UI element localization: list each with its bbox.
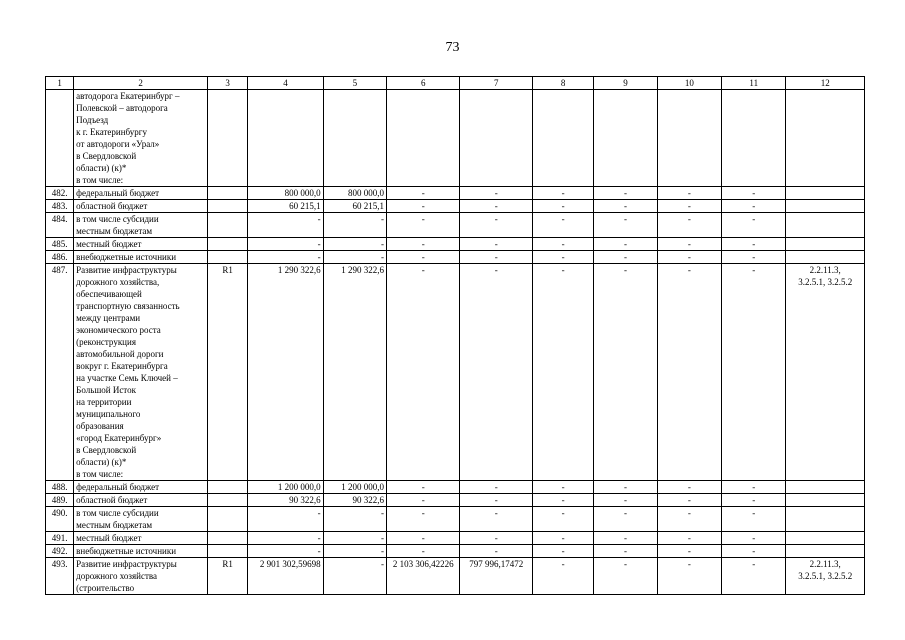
amount-col-7: -: [460, 507, 532, 532]
row-number: 493.: [46, 558, 74, 595]
row-code: [207, 481, 247, 494]
target-reference: [786, 238, 865, 251]
total-amount: 1 200 000,0: [248, 481, 323, 494]
row-code: R1: [207, 264, 247, 481]
amount-col-5: 1 290 322,6: [323, 264, 386, 481]
amount-col-11: -: [722, 532, 786, 545]
column-header: 3: [207, 77, 247, 90]
amount-col-6: -: [387, 187, 460, 200]
target-reference: [786, 200, 865, 213]
amount-col-7: -: [460, 264, 532, 481]
amount-col-9: -: [594, 545, 657, 558]
column-header: 12: [786, 77, 865, 90]
row-number: 490.: [46, 507, 74, 532]
table-row: [46, 494, 865, 507]
row-description: областной бюджет: [74, 494, 208, 507]
amount-col-11: -: [722, 200, 786, 213]
total-amount: -: [248, 532, 323, 545]
row-description: федеральный бюджет: [74, 187, 208, 200]
amount-col-7: -: [460, 238, 532, 251]
row-description: областной бюджет: [74, 200, 208, 213]
total-amount: -: [248, 251, 323, 264]
amount-col-7: -: [460, 532, 532, 545]
row-number: 491.: [46, 532, 74, 545]
amount-col-5: -: [323, 238, 386, 251]
amount-col-7: -: [460, 494, 532, 507]
amount-col-6: 2 103 306,42226: [387, 558, 460, 595]
amount-col-6: -: [387, 532, 460, 545]
amount-col-8: -: [532, 558, 593, 595]
amount-col-7: -: [460, 251, 532, 264]
amount-col-8: -: [532, 213, 593, 238]
amount-col-10: -: [657, 238, 721, 251]
row-description: в том числе субсидии местным бюджетам: [74, 507, 208, 532]
table-row: [46, 238, 865, 251]
row-description: внебюджетные источники: [74, 251, 208, 264]
amount-col-9: -: [594, 558, 657, 595]
amount-col-10: -: [657, 264, 721, 481]
total-amount: 800 000,0: [248, 187, 323, 200]
row-number: 484.: [46, 213, 74, 238]
amount-col-11: -: [722, 545, 786, 558]
table-header-row: [46, 77, 865, 90]
amount-col-6: -: [387, 200, 460, 213]
target-reference: [786, 90, 865, 187]
total-amount: 1 290 322,6: [248, 264, 323, 481]
amount-col-8: -: [532, 494, 593, 507]
row-description: местный бюджет: [74, 238, 208, 251]
amount-col-10: -: [657, 532, 721, 545]
amount-col-8: -: [532, 238, 593, 251]
target-reference: [786, 507, 865, 532]
column-header: 1: [46, 77, 74, 90]
row-code: [207, 238, 247, 251]
amount-col-5: -: [323, 213, 386, 238]
amount-col-6: [387, 90, 460, 187]
target-reference: [786, 545, 865, 558]
amount-col-5: [323, 90, 386, 187]
row-code: [207, 507, 247, 532]
column-header: 10: [657, 77, 721, 90]
row-description: Развитие инфраструктуры дорожного хозяйства (строительство: [74, 558, 208, 595]
amount-col-9: -: [594, 494, 657, 507]
amount-col-7: -: [460, 200, 532, 213]
table-row: [46, 264, 865, 481]
column-header: 8: [532, 77, 593, 90]
table-row: [46, 558, 865, 595]
amount-col-10: -: [657, 494, 721, 507]
total-amount: 90 322,6: [248, 494, 323, 507]
amount-col-6: -: [387, 264, 460, 481]
amount-col-9: -: [594, 187, 657, 200]
target-reference: [786, 494, 865, 507]
table-row: [46, 507, 865, 532]
row-number: 492.: [46, 545, 74, 558]
amount-col-10: -: [657, 507, 721, 532]
total-amount: -: [248, 545, 323, 558]
amount-col-10: -: [657, 251, 721, 264]
target-reference: [786, 481, 865, 494]
budget-table: [45, 76, 865, 595]
amount-col-8: -: [532, 507, 593, 532]
amount-col-6: -: [387, 494, 460, 507]
amount-col-5: -: [323, 532, 386, 545]
table-body: [46, 90, 865, 595]
amount-col-9: -: [594, 264, 657, 481]
target-reference: 2.2.11.3, 3.2.5.1, 3.2.5.2: [786, 558, 865, 595]
page-number: 73: [445, 40, 460, 55]
amount-col-8: -: [532, 200, 593, 213]
table-row: [46, 187, 865, 200]
target-reference: [786, 187, 865, 200]
row-number: 488.: [46, 481, 74, 494]
amount-col-11: -: [722, 558, 786, 595]
row-code: [207, 251, 247, 264]
column-header: 11: [722, 77, 786, 90]
row-number: 482.: [46, 187, 74, 200]
amount-col-10: -: [657, 200, 721, 213]
amount-col-9: -: [594, 507, 657, 532]
row-code: [207, 494, 247, 507]
row-description: местный бюджет: [74, 532, 208, 545]
column-header: 4: [248, 77, 323, 90]
table-row: [46, 90, 865, 187]
amount-col-6: -: [387, 251, 460, 264]
total-amount: 60 215,1: [248, 200, 323, 213]
amount-col-9: [594, 90, 657, 187]
amount-col-11: [722, 90, 786, 187]
table-row: [46, 532, 865, 545]
target-reference: [786, 251, 865, 264]
row-number: 483.: [46, 200, 74, 213]
amount-col-8: -: [532, 187, 593, 200]
amount-col-5: 800 000,0: [323, 187, 386, 200]
row-number: 485.: [46, 238, 74, 251]
amount-col-5: 1 200 000,0: [323, 481, 386, 494]
amount-col-9: -: [594, 532, 657, 545]
amount-col-11: -: [722, 238, 786, 251]
row-code: [207, 200, 247, 213]
amount-col-10: -: [657, 187, 721, 200]
total-amount: -: [248, 213, 323, 238]
row-code: [207, 90, 247, 187]
target-reference: [786, 213, 865, 238]
amount-col-7: -: [460, 481, 532, 494]
amount-col-10: -: [657, 481, 721, 494]
amount-col-8: [532, 90, 593, 187]
amount-col-6: -: [387, 507, 460, 532]
row-description: Развитие инфраструктуры дорожного хозяйства, обеспечивающей транспортную связанность между центрами экономического роста (реконструкция автомобильной дороги вокруг г. Екатеринбурга на участке Семь Ключей – Большой Исток на территории муниципального образования «город Екатеринбург» в Свердловской области) (к)* в том числе:: [74, 264, 208, 481]
amount-col-6: -: [387, 481, 460, 494]
amount-col-10: -: [657, 213, 721, 238]
row-description: в том числе субсидии местным бюджетам: [74, 213, 208, 238]
amount-col-11: -: [722, 251, 786, 264]
total-amount: -: [248, 507, 323, 532]
amount-col-6: -: [387, 238, 460, 251]
amount-col-7: 797 996,17472: [460, 558, 532, 595]
row-description: внебюджетные источники: [74, 545, 208, 558]
amount-col-7: -: [460, 545, 532, 558]
row-code: R1: [207, 558, 247, 595]
amount-col-8: -: [532, 264, 593, 481]
amount-col-11: -: [722, 213, 786, 238]
amount-col-8: -: [532, 532, 593, 545]
amount-col-9: -: [594, 213, 657, 238]
amount-col-5: -: [323, 251, 386, 264]
amount-col-8: -: [532, 481, 593, 494]
amount-col-11: -: [722, 507, 786, 532]
amount-col-6: -: [387, 545, 460, 558]
amount-col-7: -: [460, 213, 532, 238]
amount-col-11: -: [722, 494, 786, 507]
amount-col-10: -: [657, 558, 721, 595]
row-number: [46, 90, 74, 187]
total-amount: 2 901 302,59698: [248, 558, 323, 595]
target-reference: [786, 532, 865, 545]
row-description: федеральный бюджет: [74, 481, 208, 494]
amount-col-7: [460, 90, 532, 187]
table-row: [46, 481, 865, 494]
amount-col-9: -: [594, 200, 657, 213]
total-amount: -: [248, 238, 323, 251]
amount-col-8: -: [532, 251, 593, 264]
amount-col-11: -: [722, 264, 786, 481]
table-row: [46, 251, 865, 264]
table-row: [46, 545, 865, 558]
amount-col-5: 90 322,6: [323, 494, 386, 507]
row-code: [207, 213, 247, 238]
amount-col-9: -: [594, 251, 657, 264]
target-reference: 2.2.11.3, 3.2.5.1, 3.2.5.2: [786, 264, 865, 481]
row-code: [207, 532, 247, 545]
column-header: 5: [323, 77, 386, 90]
amount-col-9: -: [594, 238, 657, 251]
row-code: [207, 187, 247, 200]
amount-col-5: -: [323, 545, 386, 558]
amount-col-6: -: [387, 213, 460, 238]
column-header: 6: [387, 77, 460, 90]
amount-col-10: -: [657, 545, 721, 558]
amount-col-10: [657, 90, 721, 187]
amount-col-11: -: [722, 187, 786, 200]
row-number: 489.: [46, 494, 74, 507]
table-row: [46, 200, 865, 213]
column-header: 7: [460, 77, 532, 90]
amount-col-8: -: [532, 545, 593, 558]
amount-col-5: -: [323, 507, 386, 532]
column-header: 2: [74, 77, 208, 90]
row-number: 486.: [46, 251, 74, 264]
amount-col-11: -: [722, 481, 786, 494]
row-description: автодорога Екатеринбург – Полевской – автодорога Подъезд к г. Екатеринбургу от автодороги «Урал» в Свердловской области) (к)* в том числе:: [74, 90, 208, 187]
row-number: 487.: [46, 264, 74, 481]
column-header: 9: [594, 77, 657, 90]
amount-col-9: -: [594, 481, 657, 494]
amount-col-5: 60 215,1: [323, 200, 386, 213]
table-row: [46, 213, 865, 238]
amount-col-7: -: [460, 187, 532, 200]
total-amount: [248, 90, 323, 187]
row-code: [207, 545, 247, 558]
amount-col-5: -: [323, 558, 386, 595]
